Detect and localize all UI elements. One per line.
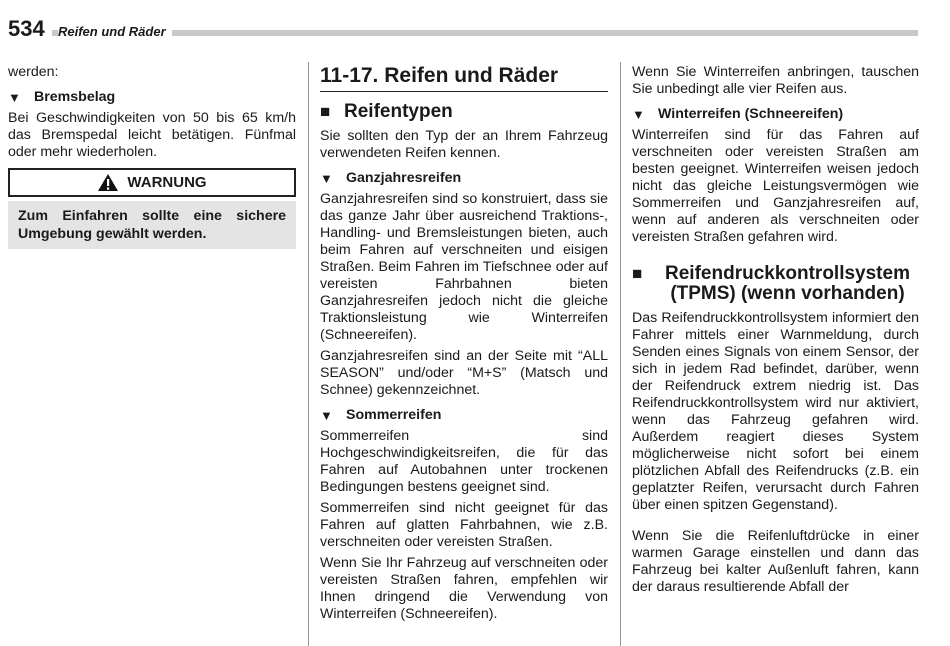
paragraph: Bei Geschwindigkeiten von 50 bis 65 km/h das Bremspedal leicht betätigen. Fünfmal oder mehr wiederholen.	[8, 110, 296, 160]
column-left	[8, 64, 296, 249]
paragraph: Wenn Sie Winterreifen anbringen, tauschen Sie unbedingt alle vier Reifen aus.	[632, 64, 919, 97]
page-header	[0, 0, 950, 48]
paragraph: Ganzjahresreifen sind an der Seite mit “ALL SEASON” und/oder “M+S” (Matsch und Schnee) gekennzeichnet.	[320, 348, 608, 398]
section-heading-text: Reifendruckkontrollsystem (TPMS) (wenn vorhanden)	[665, 263, 910, 304]
square-bullet-icon: ■	[632, 264, 643, 283]
triangle-down-icon: ▼	[8, 90, 21, 105]
square-bullet-icon: ■	[320, 102, 331, 121]
chapter-title: 11-17. Reifen und Räder	[320, 64, 608, 92]
triangle-down-icon: ▼	[632, 107, 645, 122]
column-divider	[620, 62, 621, 646]
header-section-title: Reifen und Räder	[58, 24, 172, 40]
header-rule	[52, 30, 918, 36]
paragraph: werden:	[8, 64, 59, 80]
subheading-text: Ganzjahresreifen	[346, 170, 462, 186]
warning-label: WARNUNG	[127, 174, 207, 191]
section-heading-reifentypen	[320, 102, 608, 122]
section-heading-tpms	[632, 264, 919, 304]
paragraph: Wenn Sie Ihr Fahrzeug auf verschneiten oder vereisten Straßen fahren, empfehlen wir Ihnen dringend die Verwendung von Winterreifen (Schneereifen).	[320, 555, 608, 622]
subheading-text: Winterreifen (Schneereifen)	[658, 106, 844, 122]
column-right	[632, 64, 919, 596]
paragraph: Sie sollten den Typ der an Ihrem Fahrzeug verwendeten Reifen kennen.	[320, 128, 608, 161]
page-number: 534	[8, 16, 45, 41]
paragraph: Ganzjahresreifen sind so konstruiert, dass sie das ganze Jahr über ausreichend Traktions-, Handling- und Bremsleistungen bieten, auch beim Fahren auf verschneiten und eisigen Straßen. Beim Fahren im Tiefschnee oder auf vereisten Fahrbahnen bieten Ganzjahresreifen jedoch nicht die gleiche Traktionsleistung wie Winterreifen (Schneereifen).	[320, 191, 608, 343]
subheading-text: Sommerreifen	[346, 407, 442, 423]
section-heading-text: Reifentypen	[344, 101, 453, 122]
column-middle	[320, 64, 608, 623]
column-divider	[308, 62, 309, 646]
subheading-bremsbelag	[8, 89, 296, 106]
triangle-down-icon: ▼	[320, 408, 333, 423]
warning-header	[8, 168, 296, 197]
subheading-winterreifen	[632, 106, 919, 123]
warning-triangle-icon	[97, 173, 119, 192]
paragraph: Wenn Sie die Reifenluftdrücke in einer warmen Garage einstellen und dann das Fahrzeug bei kalter Außenluft fahren, kann der daraus resultierende Abfall der	[632, 528, 919, 595]
subheading-sommerreifen	[320, 407, 608, 424]
subheading-text: Bremsbelag	[34, 89, 116, 105]
paragraph: Das Reifendruckkontrollsystem informiert den Fahrer mittels einer Warnmeldung, durch Senden eines Signals von einem Sensor, der sich in jedem Rad befindet, darüber, wenn der Reifendruck extrem niedrig ist. Das Reifendruckkontrollsystem wird nur aktiviert, wenn das Fahrzeug gefahren wird. Außerdem reagiert dieses System möglicherweise nicht sofort bei einem plötzlichen Abfall des Reifendrucks (z.B. ein geplatzter Reifen, verursacht durch Fahren über einen spitzen Gegenstand).	[632, 310, 919, 513]
subheading-ganzjahresreifen	[320, 170, 608, 187]
warning-text: Zum Einfahren sollte eine sichere Umgebung gewählt werden.	[8, 201, 296, 249]
paragraph: Sommerreifen sind nicht geeignet für das Fahren auf glatten Fahrbahnen, wie z.B. verschneiten oder vereisten Straßen.	[320, 500, 608, 550]
triangle-down-icon: ▼	[320, 171, 333, 186]
paragraph: Winterreifen sind für das Fahren auf verschneiten oder vereisten Straßen am besten geeignet. Winterreifen weisen jedoch nicht das gleiche Leistungsvermögen wie Sommerreifen und Ganzjahresreifen auf, wenn auf anderen als verschneiten oder vereisten Straßen gefahren wird.	[632, 127, 919, 245]
paragraph: Sommerreifen sind Hochgeschwindigkeitsreifen, die für das Fahren auf Autobahnen unter trockenen Bedingungen bestens geeignet sind.	[320, 428, 608, 495]
